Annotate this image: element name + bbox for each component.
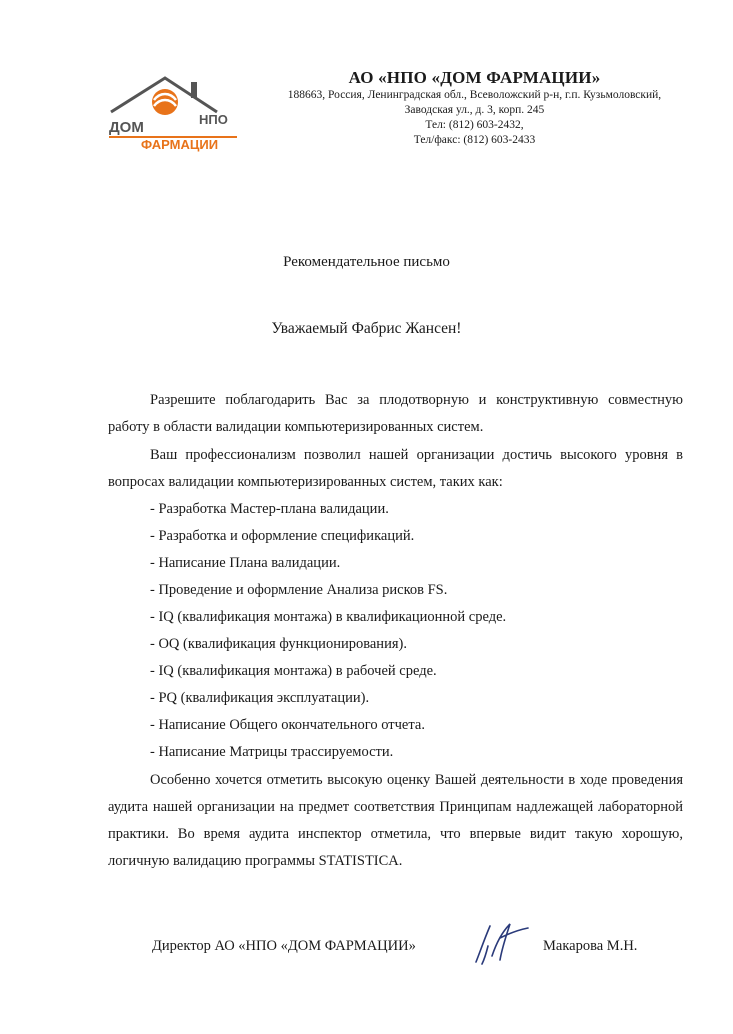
- paragraph-2: Ваш профессионализм позволил нашей организации достичь высокого уровня в вопросах валидации компьютеризированных систем, таких как:: [108, 447, 683, 490]
- list-item: - Написание Матрицы трассируемости.: [150, 744, 394, 760]
- company-logo: [105, 72, 240, 152]
- logo-text-bottom: ФАРМАЦИИ: [141, 137, 219, 152]
- list-item: - OQ (квалификация функционирования).: [150, 636, 407, 652]
- list-item: - Написание Плана валидации.: [150, 555, 341, 571]
- services-list: [150, 496, 506, 766]
- letter-greeting: Уважаемый Фабрис Жансен!: [271, 320, 462, 337]
- signatory-title: Директор АО «НПО «ДОМ ФАРМАЦИИ»: [152, 938, 416, 954]
- phone-line: Тел: (812) 603-2432,: [425, 119, 524, 131]
- logo-text-npo: НПО: [199, 112, 228, 127]
- signatory-name: Макарова М.Н.: [543, 938, 638, 954]
- letterhead: [262, 68, 687, 148]
- list-item: - Разработка Мастер-плана валидации.: [150, 501, 389, 517]
- list-item: - PQ (квалификация эксплуатации).: [150, 690, 370, 706]
- logo-text-top: ДОМ: [109, 119, 144, 136]
- org-name: АО «НПО «ДОМ ФАРМАЦИИ»: [348, 68, 601, 87]
- letter-title: Рекомендательное письмо: [283, 254, 450, 270]
- signature-row: [0, 938, 733, 968]
- paragraph-1: Разрешите поблагодарить Вас за плодотворную и конструктивную совместную работу в области валидации компьютеризированных систем.: [108, 392, 683, 435]
- list-item: - IQ (квалификация монтажа) в квалификационной среде.: [150, 609, 507, 625]
- paragraph-3: Особенно хочется отметить высокую оценку Вашей деятельности в ходе проведения аудита нашей организации на предмет соответствия Принципам надлежащей лабораторной практики. Во время аудита инспектор отметила, что впервые видит такую хорошую, логичную валидацию программы STATISTICA.: [108, 772, 683, 869]
- list-item: - Написание Общего окончательного отчета.: [150, 717, 425, 733]
- list-item: - IQ (квалификация монтажа) в рабочей среде.: [150, 663, 437, 679]
- address-line-2: Заводская ул., д. 3, корп. 245: [404, 104, 545, 116]
- list-item: - Разработка и оформление спецификаций.: [150, 528, 415, 544]
- list-item: - Проведение и оформление Анализа рисков FS.: [150, 582, 448, 598]
- fax-line: Тел/факс: (812) 603-2433: [413, 134, 536, 146]
- handwritten-signature: [462, 916, 532, 966]
- address-line-1: 188663, Россия, Ленинградская обл., Всеволожский р-н, г.п. Кузьмоловский,: [287, 89, 662, 101]
